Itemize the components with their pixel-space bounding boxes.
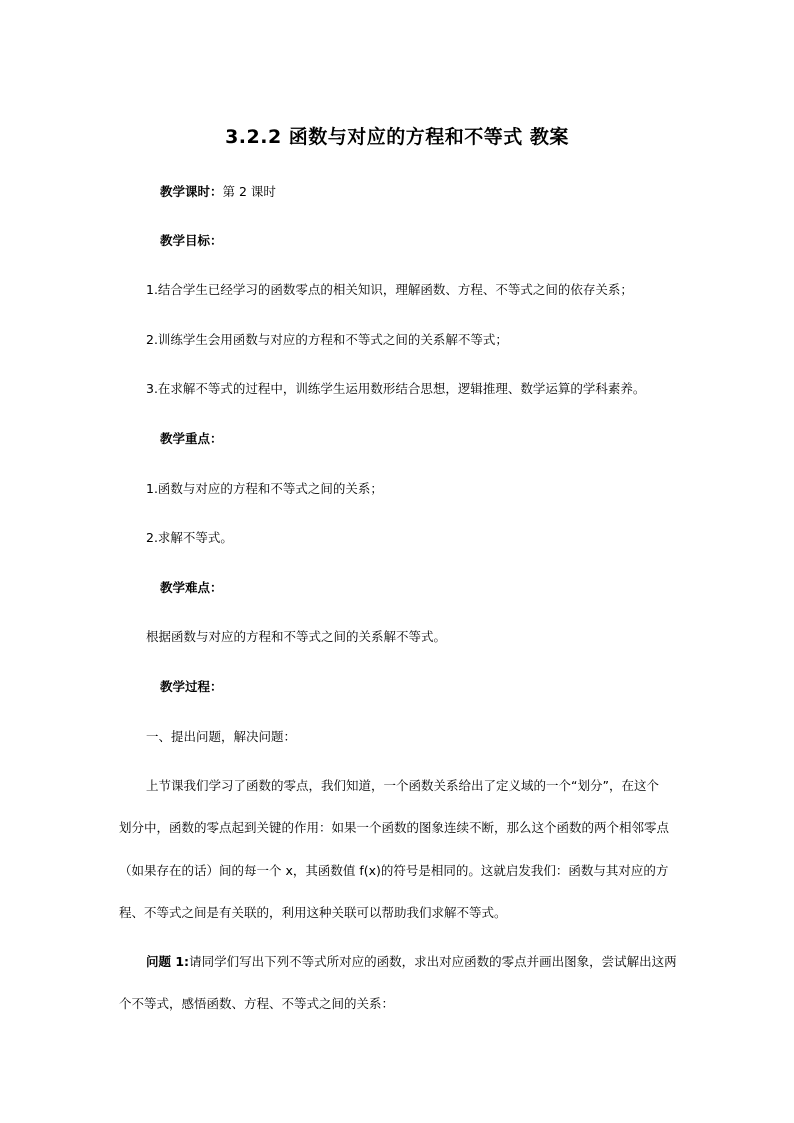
class-hours-line [160,184,276,200]
key-points-heading-text: 教学重点： [160,431,223,446]
objectives-heading-text: 教学目标： [160,233,223,248]
difficult-points-text: 根据函数与对应的方程和不等式之间的关系解不等式。 [146,629,447,644]
process-heading-text: 教学过程： [160,679,223,694]
process-heading [160,679,223,695]
key-point-item-1: 1.函数与对应的方程和不等式之间的关系； [146,481,383,496]
objectives-heading [160,233,223,249]
difficult-points-heading [160,580,223,596]
question-1-text: 请同学们写出下列不等式所对应的函数，求出对应函数的零点并画出图象，尝试解出这两 [189,954,677,969]
key-point-item-2: 2.求解不等式。 [146,530,233,545]
paragraph-line-1: 上节课我们学习了函数的零点，我们知道，一个函数关系给出了定义域的一个“划分”，在这个 [146,778,659,793]
paragraph-line-3: （如果存在的话）间的每一个 x，其函数值 f(x)的符号是相同的。这就启发我们：函数与其对应的方 [119,863,669,878]
document-title: 3.2.2 函数与对应的方程和不等式 教案 [225,126,569,148]
paragraph-line-4: 程、不等式之间是有关联的，利用这种关联可以帮助我们求解不等式。 [119,905,507,920]
objective-item-2: 2.训练学生会用函数与对应的方程和不等式之间的关系解不等式； [146,332,508,347]
question-1-label: 问题 1: [146,954,190,969]
key-points-heading [160,431,223,447]
class-hours-value: 第 2 课时 [222,184,276,199]
section-heading-1: 一、提出问题，解决问题： [146,729,297,744]
difficult-points-heading-text: 教学难点： [160,580,223,595]
paragraph-line-2: 划分中，函数的零点起到关键的作用：如果一个函数的图象连续不断，那么这个函数的两个相邻零点 [119,820,670,835]
objective-item-3: 3.在求解不等式的过程中，训练学生运用数形结合思想，逻辑推理、数学运算的学科素养。 [146,381,646,396]
question-1-line-2: 个不等式，感悟函数、方程、不等式之间的关系： [119,996,395,1011]
objective-item-1: 1.结合学生已经学习的函数零点的相关知识，理解函数、方程、不等式之间的依存关系； [146,282,633,297]
question-1-line-1 [146,954,677,970]
class-hours-label: 教学课时： [160,184,223,199]
